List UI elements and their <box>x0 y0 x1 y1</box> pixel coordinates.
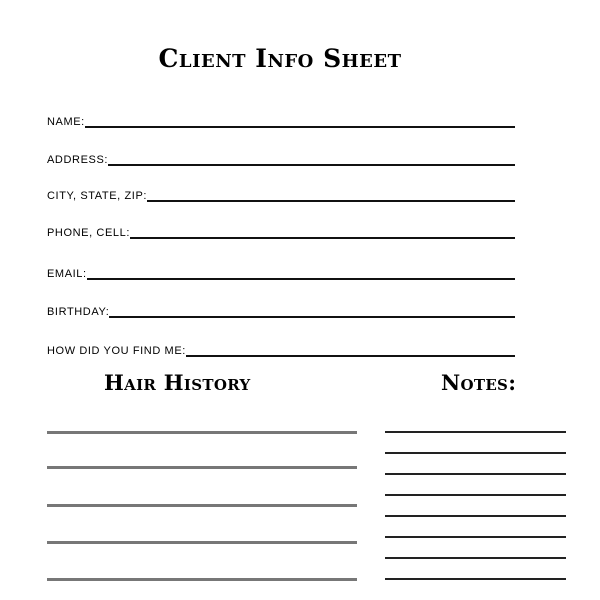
notes-line[interactable] <box>385 452 566 454</box>
notes-line[interactable] <box>385 536 566 538</box>
hair-history-heading: Hair History <box>104 370 251 395</box>
page-title: Client Info Sheet <box>158 44 402 73</box>
notes-line[interactable] <box>385 578 566 580</box>
how-did-you-find-me-blank-line[interactable] <box>186 355 515 357</box>
email-field[interactable] <box>47 264 515 280</box>
hair-history-line[interactable] <box>47 431 357 434</box>
notes-heading: Notes: <box>441 370 517 395</box>
notes-line[interactable] <box>385 473 566 475</box>
address-blank-line[interactable] <box>108 164 515 166</box>
name-field[interactable] <box>47 112 515 128</box>
hair-history-line[interactable] <box>47 578 357 581</box>
phone-cell-blank-line[interactable] <box>130 237 515 239</box>
address-field[interactable] <box>47 150 515 166</box>
hair-history-line[interactable] <box>47 541 357 544</box>
notes-line[interactable] <box>385 515 566 517</box>
email-label: EMAIL: <box>47 268 87 280</box>
notes-line[interactable] <box>385 494 566 496</box>
phone-cell-field[interactable] <box>47 223 515 239</box>
hair-history-line[interactable] <box>47 466 357 469</box>
phone-cell-label: PHONE, CELL: <box>47 227 131 239</box>
city-state-zip-field[interactable] <box>47 186 515 202</box>
email-blank-line[interactable] <box>87 278 515 280</box>
notes-line[interactable] <box>385 557 566 559</box>
name-blank-line[interactable] <box>85 126 515 128</box>
birthday-field[interactable] <box>47 302 515 318</box>
how-did-you-find-me-field[interactable] <box>47 341 515 357</box>
notes-line[interactable] <box>385 431 566 433</box>
city-state-zip-label: CITY, STATE, ZIP: <box>47 190 148 202</box>
birthday-blank-line[interactable] <box>109 316 515 318</box>
birthday-label: BIRTHDAY: <box>47 306 110 318</box>
hair-history-line[interactable] <box>47 504 357 507</box>
name-label: NAME: <box>47 116 85 128</box>
how-did-you-find-me-label: HOW DID YOU FIND ME: <box>47 345 186 357</box>
address-label: ADDRESS: <box>47 154 109 166</box>
city-state-zip-blank-line[interactable] <box>147 200 515 202</box>
